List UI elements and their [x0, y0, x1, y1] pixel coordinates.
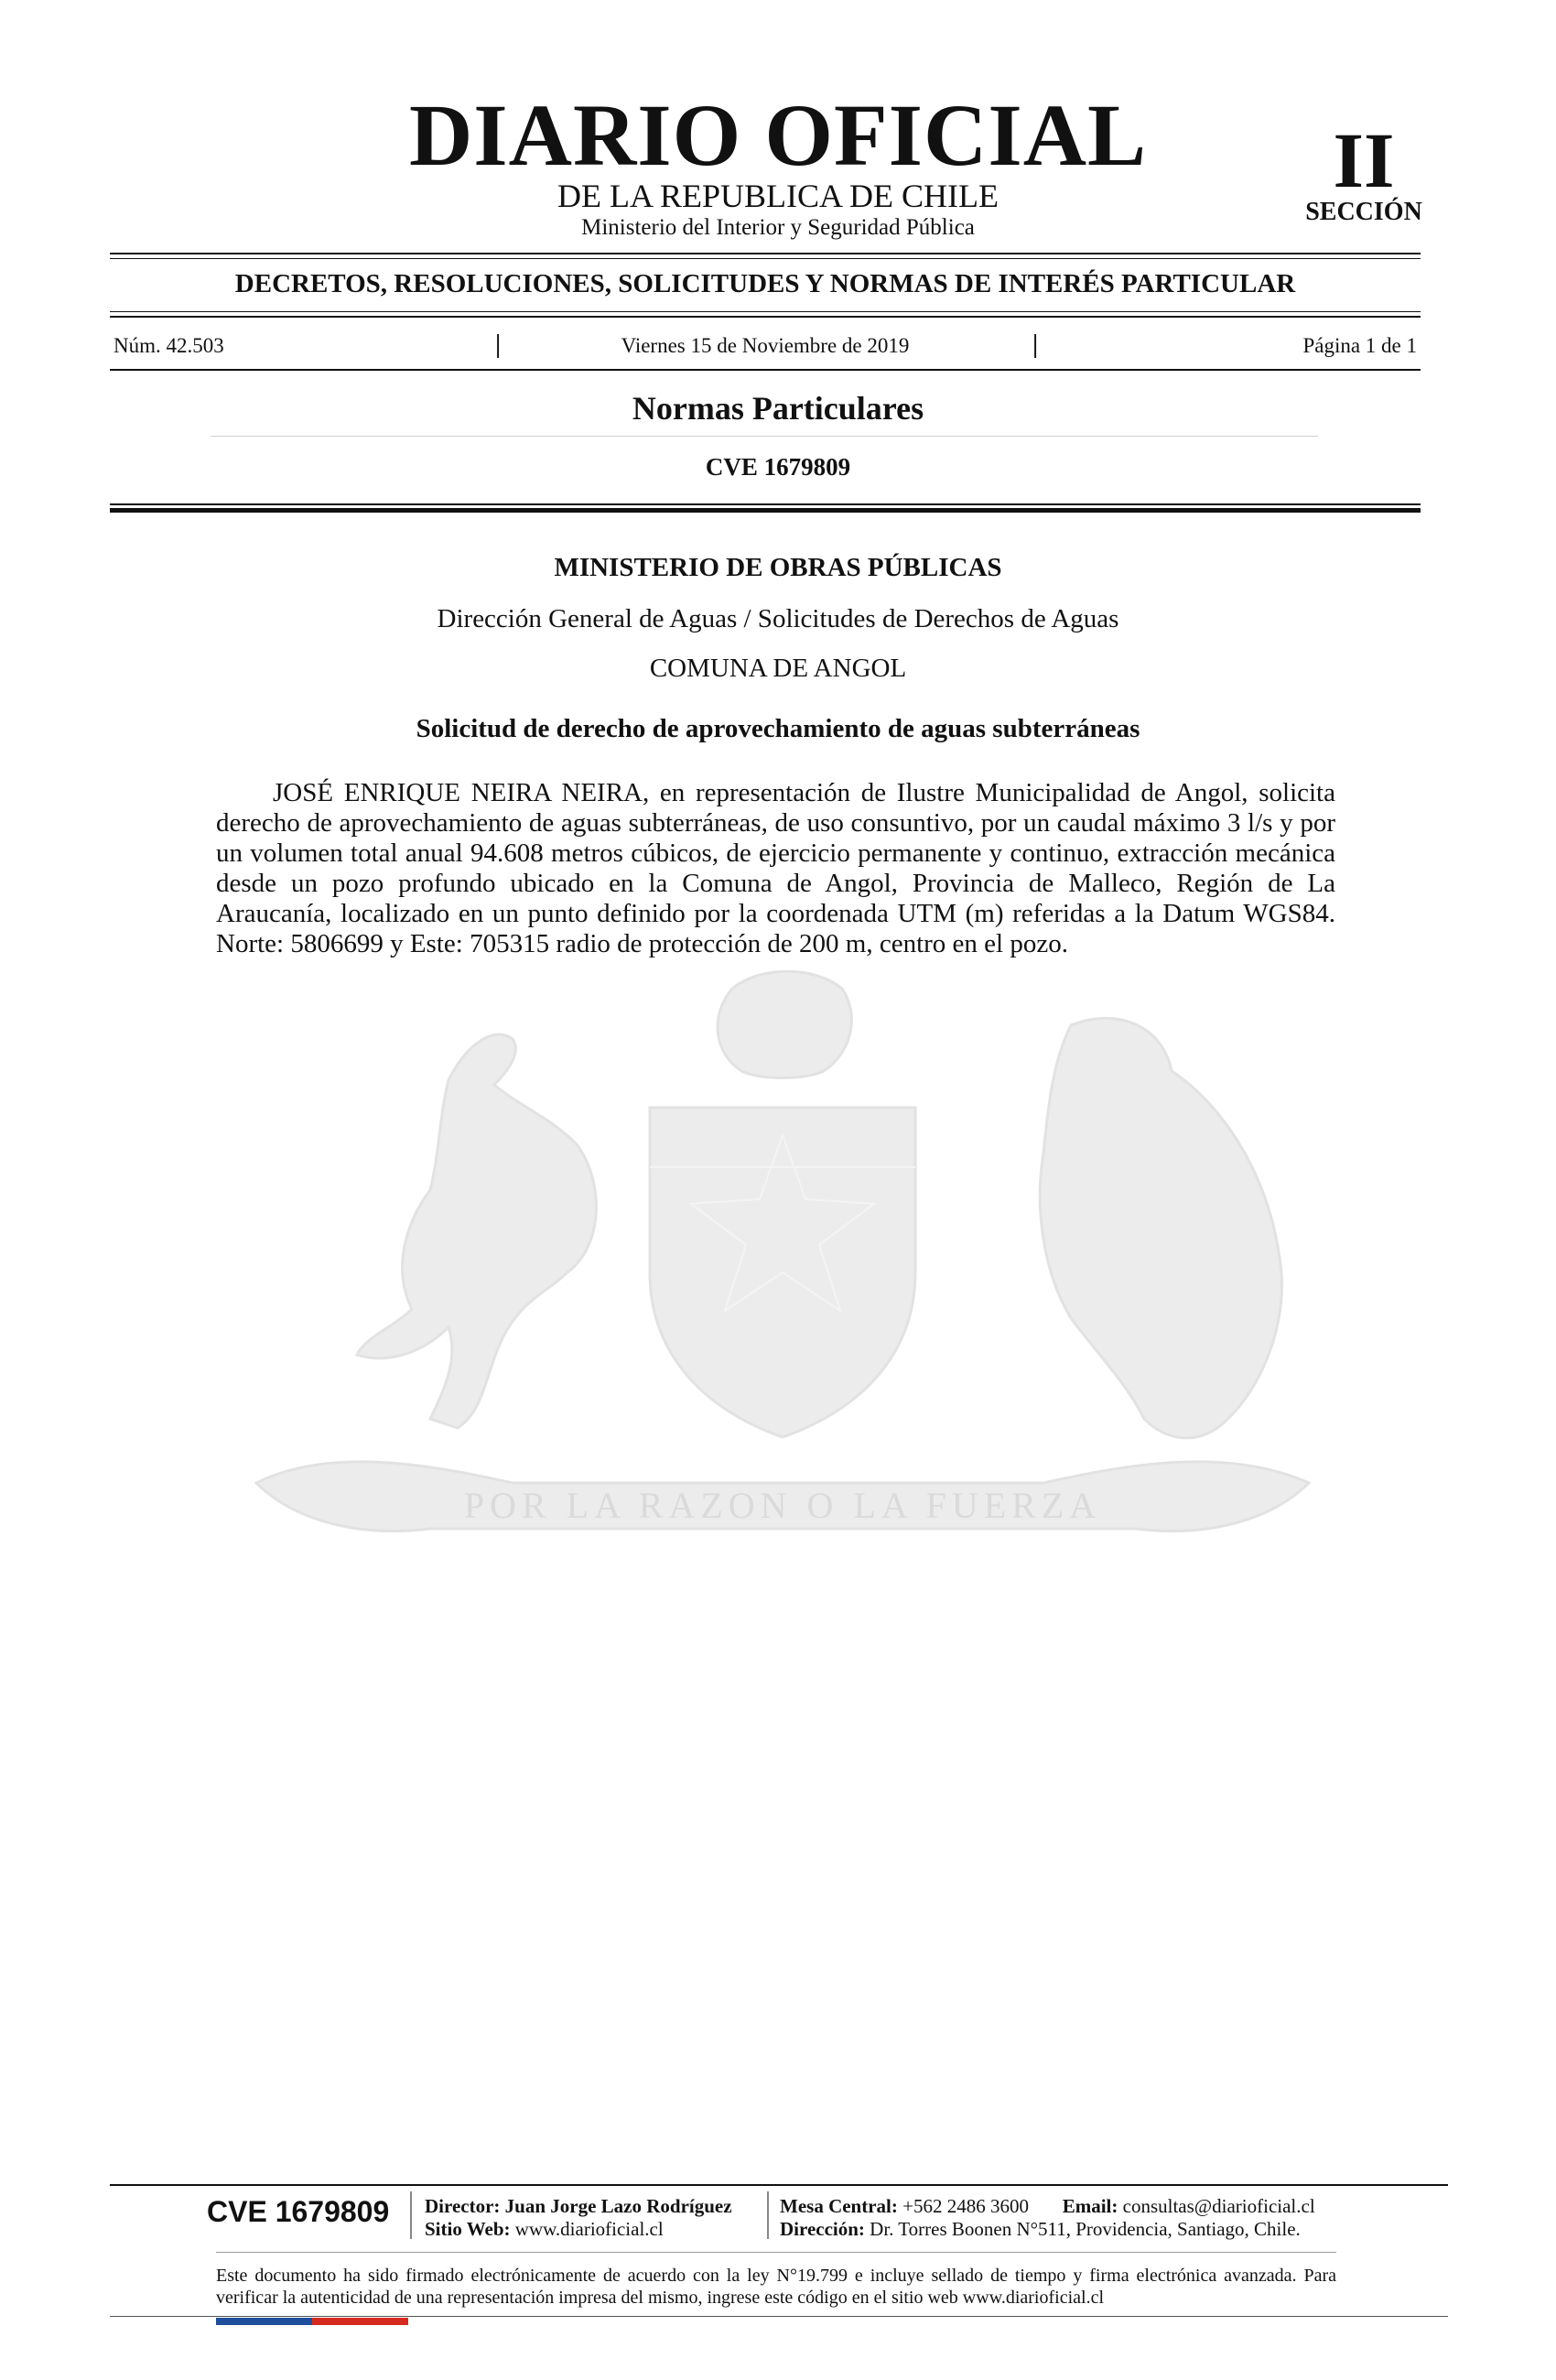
comuna-name: COMUNA DE ANGOL: [649, 654, 907, 683]
section-banner: DECRETOS, RESOLUCIONES, SOLICITUDES Y NORMAS DE INTERÉS PARTICULAR: [234, 269, 1296, 298]
email-link[interactable]: consultas@diarioficial.cl: [1122, 2195, 1315, 2217]
issue-page: Página 1 de 1: [1302, 334, 1417, 357]
flag-color-bar: [216, 2318, 408, 2325]
section-label: SECCIÓN: [1305, 198, 1422, 226]
request-body: JOSÉ ENRIQUE NEIRA NEIRA, en representación de Ilustre Municipalidad de Angol, solicita derecho de aprovechamiento de aguas subterráneas, de uso consuntivo, por un caudal máximo 3 l/s y por un volumen total anual 94.608 metros cúbicos, de ejercicio permanente y continuo, extracción mecánica desde un pozo profundo ubicado en la Comuna de Angol, Provincia de Malleco, Región de La Araucanía, localizado en un punto definido por la coordenada UTM (m) referidas a la Datum WGS84. Norte: 5806699 y Este: 705315 radio de protección de 200 m, centro en el pozo.: [216, 778, 1335, 958]
web-label: Sitio Web:: [425, 2218, 511, 2240]
masthead-title: DIARIO OFICIAL: [408, 86, 1148, 184]
cve-rule-thin: [110, 503, 1421, 505]
cve-code: CVE 1679809: [705, 453, 851, 481]
banner-rule: [110, 316, 1421, 318]
norm-title: Normas Particulares: [632, 390, 924, 427]
issue-number: Núm. 42.503: [113, 334, 224, 357]
flag-red-segment: [312, 2318, 408, 2325]
cve-rule-thick: [110, 508, 1421, 513]
request-title: Solicitud de derecho de aprovechamiento de aguas subterráneas: [416, 714, 1140, 743]
header-rule-top-thin: [110, 258, 1421, 259]
email-label: Email:: [1062, 2195, 1118, 2217]
coat-of-arms-watermark: [220, 970, 1345, 1666]
phone-value: +562 2486 3600: [902, 2195, 1029, 2217]
director-label: Director:: [425, 2195, 501, 2217]
phone-label: Mesa Central:: [780, 2195, 898, 2217]
director-name: Juan Jorge Lazo Rodríguez: [504, 2195, 732, 2217]
issuing-direction: Dirección General de Aguas / Solicitudes de Derechos de Aguas: [437, 604, 1119, 633]
crest-motto: POR LA RAZON O LA FUERZA: [463, 1485, 1102, 1526]
footer-separator: [767, 2191, 769, 2239]
footer-thin-rule: [216, 2252, 1336, 2253]
issue-separator: |: [1032, 330, 1039, 359]
masthead-ministry: Ministerio del Interior y Seguridad Pública: [581, 215, 975, 240]
condor-figure: [1040, 1018, 1281, 1438]
footer-rule: [110, 2184, 1448, 2186]
issue-rule: [110, 369, 1421, 371]
issue-separator: |: [495, 330, 502, 359]
footer-cve-code: CVE 1679809: [207, 2195, 390, 2228]
flag-blue-segment: [216, 2318, 312, 2325]
masthead-subtitle: DE LA REPUBLICA DE CHILE: [557, 178, 999, 214]
footer-separator: [410, 2191, 412, 2239]
section-numeral: II: [1333, 116, 1395, 204]
footer-director-block: [425, 2195, 773, 2241]
footer-bottom-rule: [110, 2316, 1448, 2317]
address-value: Dr. Torres Boonen N°511, Providencia, Santiago, Chile.: [870, 2218, 1301, 2240]
address-label: Dirección:: [780, 2218, 865, 2240]
issuing-ministry: MINISTERIO DE OBRAS PÚBLICAS: [554, 553, 1002, 582]
norm-title-underline: [211, 436, 1318, 437]
banner-rule-thin: [110, 311, 1421, 312]
huemul-figure: [357, 1034, 596, 1428]
header-rule-top: [110, 253, 1421, 254]
issue-date: Viernes 15 de Noviembre de 2019: [621, 334, 910, 357]
website-link[interactable]: www.diarioficial.cl: [514, 2218, 664, 2240]
footer-contact-block: [780, 2195, 1347, 2241]
plume-figure: [718, 971, 851, 1077]
footer-legal-notice: Este documento ha sido firmado electrónicamente de acuerdo con la ley N°19.799 e incluye sellado de tiempo y firma electrónica avanzada. Para verificar la autenticidad de una representación impresa del mismo, ingrese este código en el sitio web www.diarioficial.cl: [216, 2266, 1336, 2308]
